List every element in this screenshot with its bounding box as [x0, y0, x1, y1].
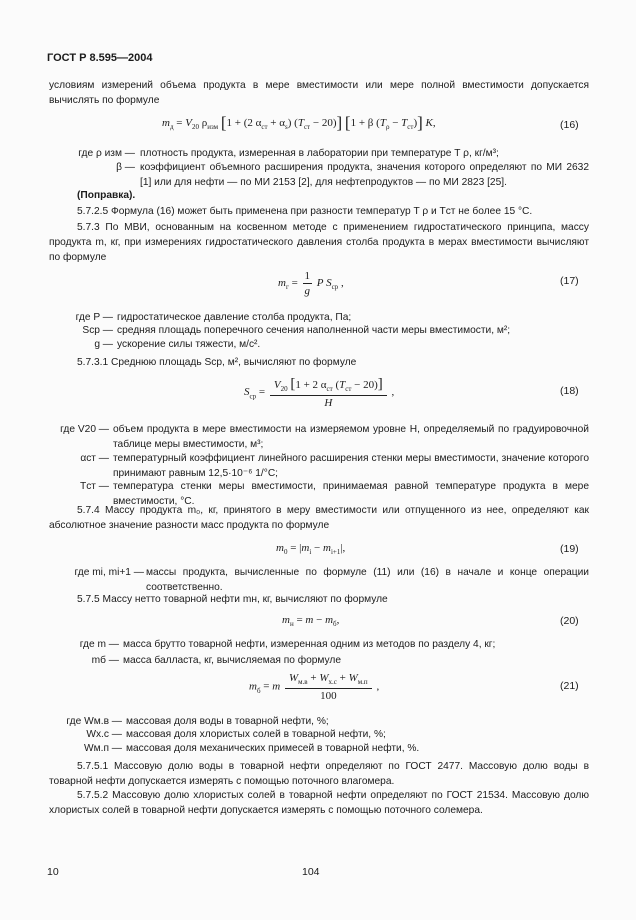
def-text: массовая доля воды в товарной нефти, %; — [126, 716, 329, 727]
def-term: αст — — [80, 453, 109, 464]
formula-21: $m_б = m$ $\frac{W_{м.в} + W_{х.с} + W_{м.п}}{100}$ , — [249, 672, 380, 703]
def-term: mб — — [91, 655, 119, 666]
paragraph-5-7-3-1: 5.7.3.1 Среднюю площадь Sср, м², вычисляют по формуле — [77, 357, 357, 368]
def-text: масса брутто товарной нефти, измеренная одним из методов по разделу 4, кг; — [123, 639, 496, 650]
equation-number-16: (16) — [560, 119, 579, 131]
def-term: Sср — — [82, 325, 113, 336]
def-text: объем продукта в мере вместимости на измеряемом уровне H, определяемый по градуировочной таблице меры вместимости, м³; — [113, 424, 589, 450]
document-header: ГОСТ Р 8.595—2004 — [47, 52, 153, 64]
paragraph-5-7-5: 5.7.5 Массу нетто товарной нефти mн, кг, вычисляют по формуле — [77, 594, 388, 605]
amendment-note: (Поправка). — [77, 190, 136, 201]
def-text: ускорение силы тяжести, м/с². — [117, 339, 261, 350]
formula-18: $S_{ср}$ = $\frac{V_{20} [1 + 2 \alpha_{ст} (T_{ст} - 20)]}{H}$ , — [244, 376, 395, 410]
definitions-16 — [49, 147, 589, 191]
def-text: температурный коэффициент линейного расширения стенки меры вместимости, значение которого принимают равным 12,5·10⁻⁶ 1/°С; — [113, 453, 589, 479]
def-term: g — — [94, 339, 113, 350]
def-text: массовая доля механических примесей в товарной нефти, %. — [126, 743, 420, 754]
equation-number-21: (21) — [560, 680, 579, 692]
equation-number-18: (18) — [560, 385, 579, 397]
def-text: коэффициент объемного расширения продукта, значения которого определяют по МИ 2632 [1] или для нефти — по МИ 2153 [2], для нефтепродуктов — по МИ 2823 [25]. — [140, 162, 589, 188]
def-text: массовая доля хлористых солей в товарной нефти, %; — [126, 729, 386, 740]
def-term: где V20 — — [60, 424, 109, 435]
equation-number-20: (20) — [560, 615, 579, 627]
definitions-20 — [49, 638, 589, 668]
formula-19: $m_0 = |m_i - m_{i+1}|$, — [276, 542, 346, 557]
def-text: масса балласта, кг, вычисляемая по формуле — [123, 655, 342, 666]
paragraph-intro: условиям измерений объема продукта в мере вместимости или мере полной вместимости допускается вычислять по формуле — [49, 80, 589, 106]
paragraph-5-7-5-2: 5.7.5.2 Массовую долю хлористых солей в товарной нефти определяют по ГОСТ 21534. Массовую долю хлористых солей в товарной нефти допускается измерять с помощью поточного солемера. — [49, 790, 589, 816]
def-term: где Wм.в — — [66, 716, 122, 727]
formula-20: $m_н = m - m_б$, — [282, 614, 340, 629]
definitions-18 — [49, 423, 589, 510]
def-text: плотность продукта, измеренная в лаборатории при температуре T ρ, кг/м³; — [140, 148, 499, 159]
def-term: Wм.п — — [84, 743, 122, 754]
def-term: Wх.с — — [86, 729, 122, 740]
definitions-17 — [49, 311, 589, 352]
def-term: где m — — [79, 639, 119, 650]
formula-16: $m_д = V_{20}$ $\rho_{изм}$ [1 + (2 $\alpha_{ст} + \alpha_s$) $(T_{ст} - 20)$] [1 + β $(T_\rho - T_{ст})$] K, — [162, 113, 436, 132]
definitions-19 — [49, 566, 589, 594]
def-term: β — — [116, 162, 135, 173]
def-text: температура стенки меры вместимости, принимаемая равной температуре продукта в мере вместимости, °С. — [113, 481, 589, 507]
def-text: средняя площадь поперечного сечения наполненной части меры вместимости, м²; — [117, 325, 511, 336]
def-term: где mi, mi+1 — — [74, 567, 144, 578]
page-number-left: 10 — [47, 866, 59, 878]
paragraph-5-7-3: 5.7.3 По МВИ, основанным на косвенном методе с применением гидростатического принципа, массу продукта m, кг, при измерениях гидростатического давления столба продукта в мерах вместимости вычисляют по формуле — [49, 222, 589, 263]
equation-number-19: (19) — [560, 543, 579, 555]
def-term: где P — — [75, 312, 113, 323]
equation-number-17: (17) — [560, 275, 579, 287]
paragraph-5-7-5-1: 5.7.5.1 Массовую долю воды в товарной нефти определяют по ГОСТ 2477. Массовую долю воды в товарной нефти допускается измерять с помощью поточного влагомера. — [49, 761, 589, 787]
page-number-center: 104 — [302, 866, 320, 878]
paragraph-5-7-4: 5.7.4 Массу продукта m₀, кг, принятого в меру вместимости или отпущенного из нее, определяют как абсолютное значение разности масс продукта по формуле — [49, 505, 589, 531]
def-term: Tст — — [79, 481, 109, 492]
definitions-21 — [49, 715, 589, 756]
formula-17: $m_г$ = $\frac{1}{g}$ P $S_{ср}$ , — [278, 270, 344, 297]
paragraph-5-7-2-5: 5.7.2.5 Формула (16) может быть применена при разности температур T ρ и Tст не более 15 °С. — [77, 206, 533, 217]
def-term: где ρ изм — — [78, 148, 135, 159]
def-text: массы продукта, вычисленные по формуле (11) или (16) в начале и конце операции соответственно. — [146, 567, 589, 593]
def-text: гидростатическое давление столба продукта, Па; — [117, 312, 352, 323]
